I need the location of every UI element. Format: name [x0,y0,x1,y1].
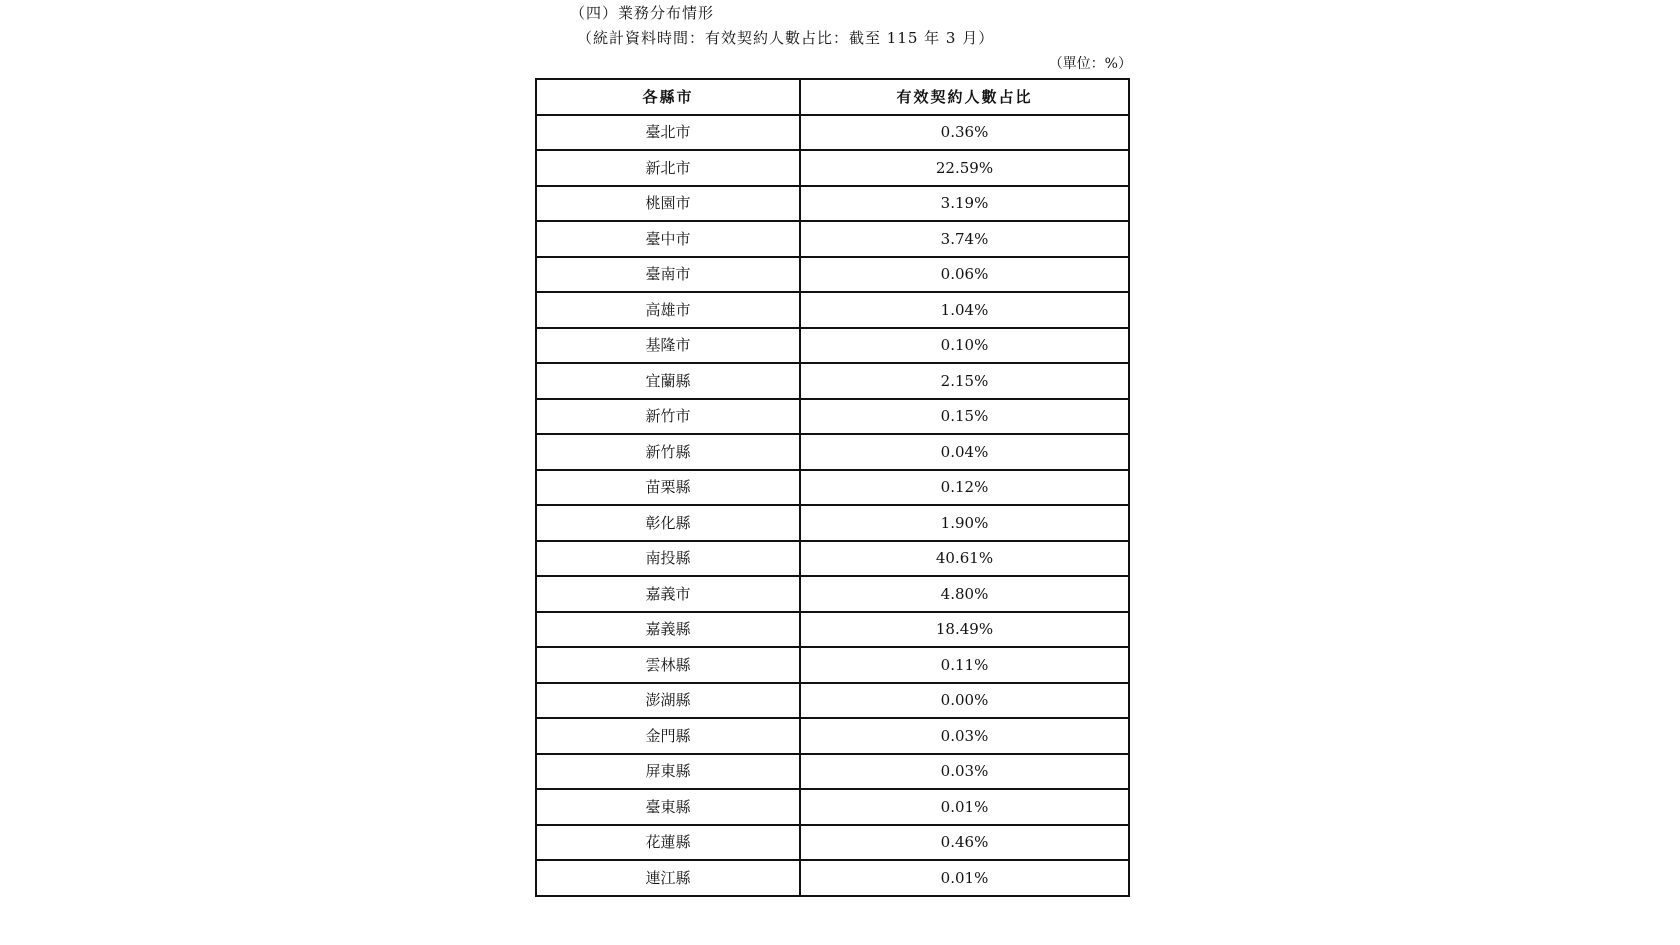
region-cell: 花蓮縣 [536,825,800,861]
share-cell: 0.04% [800,434,1129,470]
table-row [536,754,1129,790]
section-heading: （四）業務分布情形 [570,4,715,22]
region-cell: 金門縣 [536,718,800,754]
share-cell: 2.15% [800,363,1129,399]
table-row [536,718,1129,754]
share-cell: 0.03% [800,754,1129,790]
region-cell: 新竹縣 [536,434,800,470]
table-row [536,860,1129,896]
region-cell: 基隆市 [536,328,800,364]
table-row [536,789,1129,825]
region-cell: 宜蘭縣 [536,363,800,399]
table-row [536,399,1129,435]
region-cell: 屏東縣 [536,754,800,790]
region-cell: 臺東縣 [536,789,800,825]
share-cell: 0.10% [800,328,1129,364]
table-row [536,470,1129,506]
region-cell: 臺南市 [536,257,800,293]
region-cell: 嘉義市 [536,576,800,612]
table-body [536,115,1129,896]
share-cell: 3.19% [800,186,1129,222]
table-row [536,825,1129,861]
region-cell: 嘉義縣 [536,612,800,648]
share-cell: 40.61% [800,541,1129,577]
table-row [536,186,1129,222]
region-cell: 桃園市 [536,186,800,222]
unit-note: （單位：%） [1048,56,1132,72]
header-region: 各縣市 [536,79,800,115]
table-row [536,257,1129,293]
table-row [536,541,1129,577]
share-cell: 0.11% [800,647,1129,683]
share-cell: 0.01% [800,860,1129,896]
table-row [536,221,1129,257]
region-cell: 高雄市 [536,292,800,328]
share-cell: 22.59% [800,150,1129,186]
table-row [536,576,1129,612]
table-row [536,683,1129,719]
table-row [536,292,1129,328]
header-share: 有效契約人數占比 [800,79,1129,115]
table-row [536,612,1129,648]
table-row [536,434,1129,470]
table-row [536,115,1129,151]
share-cell: 0.01% [800,789,1129,825]
share-cell: 0.12% [800,470,1129,506]
region-cell: 彰化縣 [536,505,800,541]
share-cell: 18.49% [800,612,1129,648]
table-row [536,505,1129,541]
distribution-table [535,78,1130,897]
region-cell: 苗栗縣 [536,470,800,506]
share-cell: 1.90% [800,505,1129,541]
table-row [536,328,1129,364]
share-cell: 4.80% [800,576,1129,612]
region-cell: 連江縣 [536,860,800,896]
share-cell: 0.00% [800,683,1129,719]
region-cell: 澎湖縣 [536,683,800,719]
share-cell: 0.15% [800,399,1129,435]
region-cell: 臺中市 [536,221,800,257]
table-row [536,363,1129,399]
region-cell: 新竹市 [536,399,800,435]
share-cell: 1.04% [800,292,1129,328]
share-cell: 3.74% [800,221,1129,257]
region-cell: 臺北市 [536,115,800,151]
region-cell: 南投縣 [536,541,800,577]
share-cell: 0.36% [800,115,1129,151]
table-row [536,150,1129,186]
share-cell: 0.06% [800,257,1129,293]
share-cell: 0.03% [800,718,1129,754]
statistics-period-note: （統計資料時間：有效契約人數占比：截至 115 年 3 月） [577,29,995,47]
region-cell: 雲林縣 [536,647,800,683]
table-row [536,647,1129,683]
table-header-row [536,79,1129,115]
share-cell: 0.46% [800,825,1129,861]
region-cell: 新北市 [536,150,800,186]
